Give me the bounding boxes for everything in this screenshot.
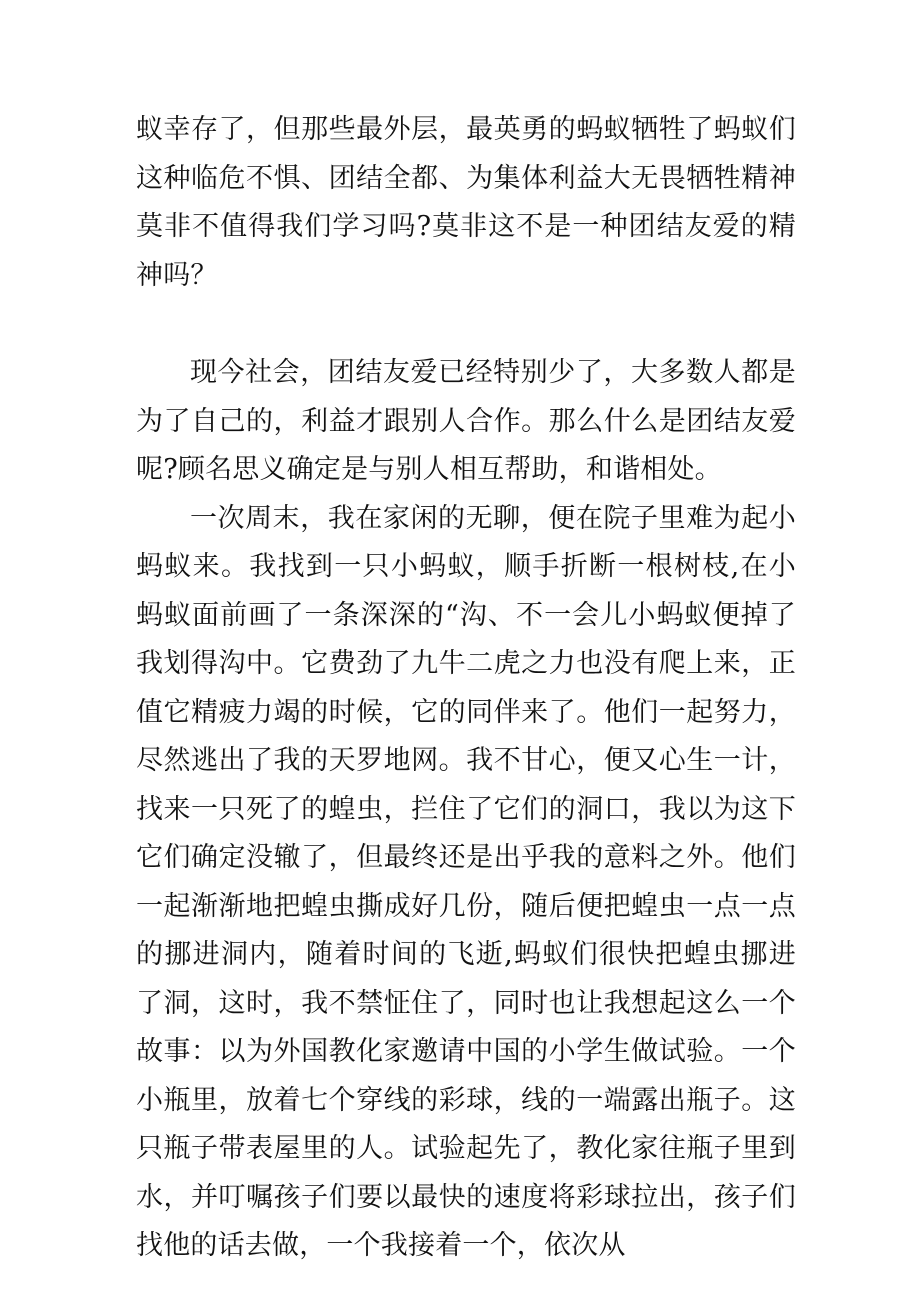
document-page: [136, 106, 796, 1271]
paragraph-1: 蚁幸存了，但那些最外层，最英勇的蚂蚁牺牲了蚂蚁们这种临危不惧、团结全都、为集体利益大无畏牺牲精神莫非不值得我们学习吗?莫非这不是一种团结友爱的精神吗？: [136, 114, 796, 291]
paragraph-3: 一次周末，我在家闲的无聊，便在院子里难为起小蚂蚁来。我找到一只小蚂蚁，顺手折断一根树枝,在小蚂蚁面前画了一条深深的“沟、不一会儿小蚂蚁便掉了我划得沟中。它费劲了九牛二虎之力也没有爬上来，正值它精疲力竭的时候，它的同伴来了。他们一起努力，尽然逃出了我的天罗地网。我不甘心，便又心生一计，找来一只死了的蝗虫，拦住了它们的洞口，我以为这下它们确定没辙了，但最终还是出乎我的意料之外。他们一起渐渐地把蝗虫撕成好几份，随后便把蝗虫一点一点的挪进洞内，随着时间的飞逝,蚂蚁们很快把蝗虫挪进了洞，这时，我不禁怔住了，同时也让我想起这么一个故事：以为外国教化家邀请中国的小学生做试验。一个小瓶里，放着七个穿线的彩球，线的一端露出瓶子。这只瓶子带表屋里的人。试验起先了，教化家往瓶子里到水，并叮嘱孩子们要以最快的速度将彩球拉出，孩子们找他的话去做，一个我接着一个，依次从: [136, 502, 796, 1261]
paragraph-2: 现今社会，团结友爱已经特别少了，大多数人都是为了自己的，利益才跟别人合作。那么什么是团结友爱呢?顾名思义确定是与别人相互帮助，和谐相处。: [136, 357, 796, 485]
paragraph-gap: [136, 300, 796, 349]
